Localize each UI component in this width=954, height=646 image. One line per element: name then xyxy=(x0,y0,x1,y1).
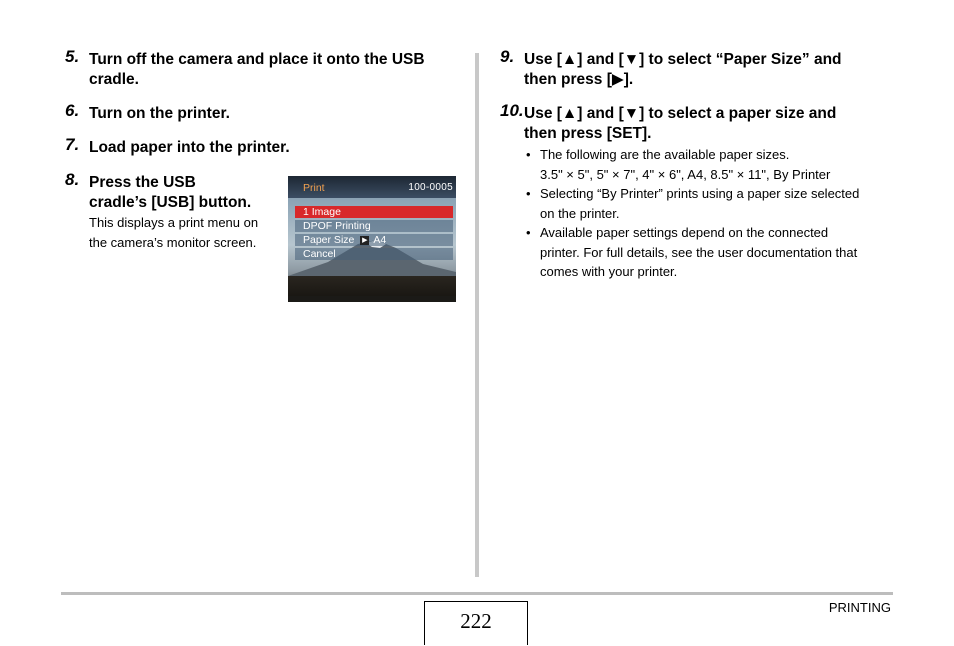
menu-item-cancel: Cancel xyxy=(295,248,453,260)
column-divider xyxy=(475,53,479,577)
step-number: 5. xyxy=(65,47,80,66)
camera-monitor-screen xyxy=(288,176,456,302)
menu-item-dpof-printing: DPOF Printing xyxy=(295,220,453,232)
step-text: Use [▲] and [▼] to select a paper size and then press [SET]. xyxy=(524,105,837,142)
step-number: 9. xyxy=(500,47,515,66)
page-number: 222 xyxy=(424,601,528,645)
screen-bottom-strip xyxy=(288,296,456,302)
step-text: Turn on the printer. xyxy=(89,105,230,122)
paper-size-value: A4 xyxy=(373,234,387,246)
step-number: 7. xyxy=(65,135,80,154)
paper-size-notes xyxy=(524,145,859,282)
step-text: Load paper into the printer. xyxy=(89,139,290,156)
step-number: 10. xyxy=(500,101,524,120)
step-number: 8. xyxy=(65,170,80,189)
screen-title: Print xyxy=(303,182,325,194)
list-item: • Selecting “By Printer” prints using a paper size selected on the printer. xyxy=(524,184,859,223)
step-text: Press the USB cradle’s [USB] button. xyxy=(89,174,252,211)
step-number: 6. xyxy=(65,101,80,120)
file-number: 100-0005 xyxy=(408,182,453,193)
list-item: • Available paper settings depend on the connected printer. For full details, see the user documentation that comes with your printer. xyxy=(524,223,859,282)
step-text: Turn off the camera and place it onto the USB cradle. xyxy=(89,51,425,88)
step-8-description: This displays a print menu on the camera’s monitor screen. xyxy=(89,215,259,250)
menu-item-1-image: 1 Image xyxy=(295,206,453,218)
footer-rule xyxy=(61,592,893,595)
right-arrow-icon: ▶ xyxy=(362,236,368,244)
list-item: • The following are the available paper sizes. 3.5" × 5", 5" × 7", 4" × 6", A4, 8.5" × 11", By Printer xyxy=(524,145,859,184)
menu-item-paper-size: Paper Size ▶ A4 xyxy=(295,234,453,246)
section-label: PRINTING xyxy=(828,600,891,615)
step-text: Use [▲] and [▼] to select “Paper Size” and then press [▶]. xyxy=(524,51,842,88)
